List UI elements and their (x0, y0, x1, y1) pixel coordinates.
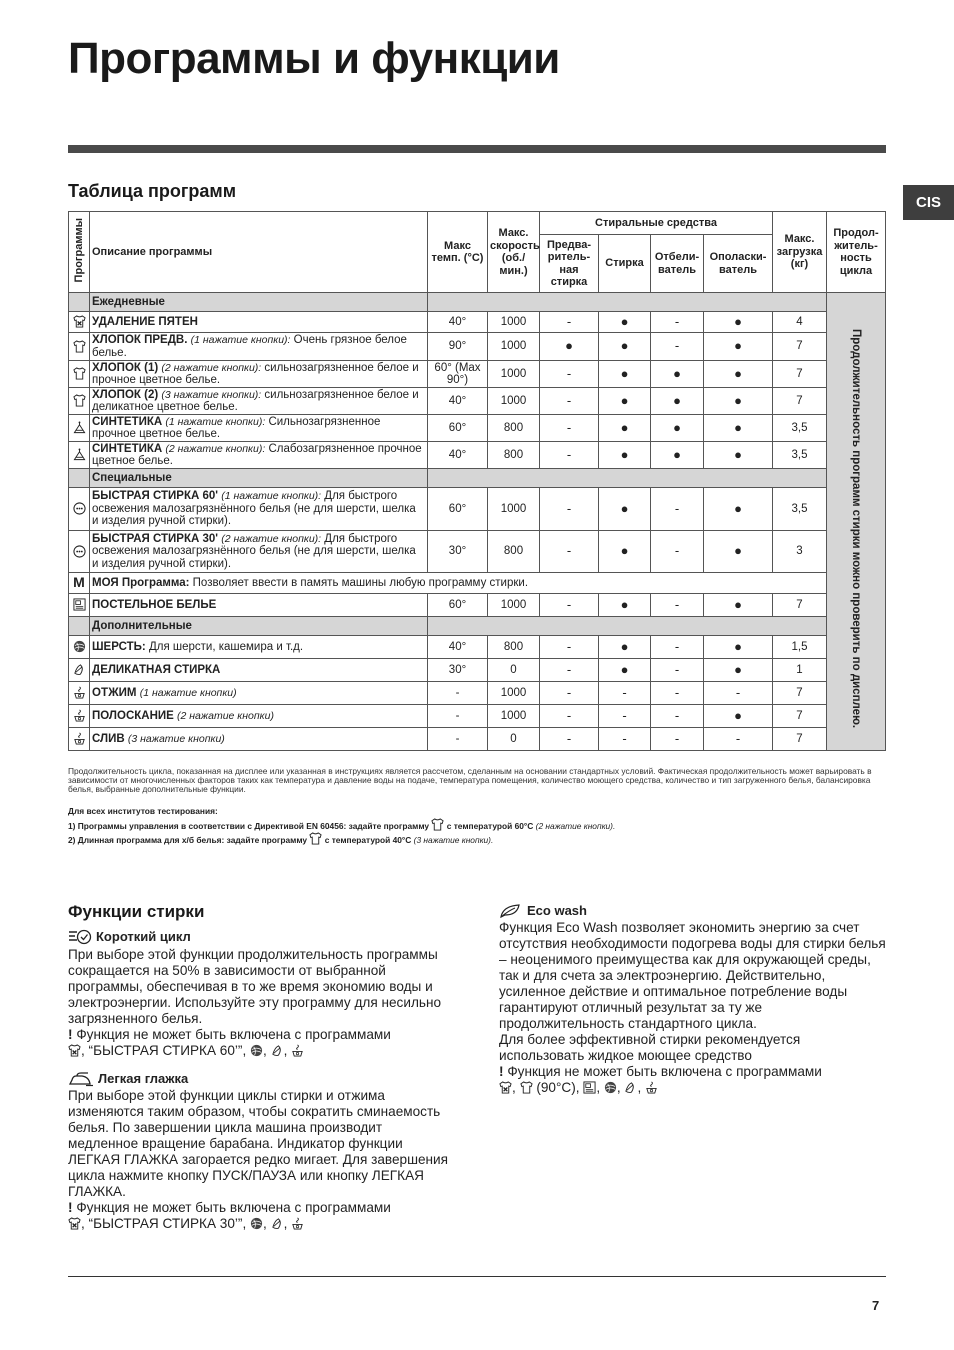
wash-cell: ● (599, 388, 651, 415)
cotton-icon (73, 340, 86, 353)
prewash-cell: - (540, 442, 599, 469)
delicate-icon (271, 1044, 284, 1057)
speed-cell: 0 (488, 659, 540, 682)
bleach-cell: - (651, 531, 704, 573)
temp-cell: 60° (428, 594, 488, 617)
speed-cell: 1000 (488, 705, 540, 728)
wash-cell: ● (599, 312, 651, 333)
table-row: УДАЛЕНИЕ ПЯТЕН 40° 1000 - ● - ● 4 (69, 312, 886, 333)
cotton-icon (73, 367, 86, 380)
load-cell: 7 (773, 333, 827, 361)
wash-cell: ● (599, 415, 651, 442)
cotton-icon (309, 832, 322, 845)
delicate-icon (624, 1081, 637, 1094)
temp-cell: 40° (428, 442, 488, 469)
table-row: ХЛОПОК ПРЕДВ. (1 нажатие кнопки): Очень грязное белое белье. 90° 1000 ● ● - ● 7 (69, 333, 886, 361)
bleach-cell: - (651, 333, 704, 361)
table-row: ХЛОПОК (1) (2 нажатие кнопки): сильнозагрязненное белое и прочное цветное белье. 60° (Max 90°) 1000 - ● ● ● 7 (69, 361, 886, 388)
spin-icon (73, 686, 86, 699)
table-footnote: Продолжительность цикла, показанная на дисплее или указанная в инструкциях является рассчетом, сделанным на основании стандартных условий. Фактическая продолжительность может варьировать в зависимости от многочисленных факторов таких как температура и давление воды на подаче, температура помещения, количество моющего средства, количество и тип загруженного белья, балансировка белья, выбранные дополнительные функции. (68, 766, 872, 795)
prewash-cell: ● (540, 333, 599, 361)
softener-cell: ● (704, 636, 773, 659)
softener-cell: ● (704, 361, 773, 388)
prewash-cell: - (540, 682, 599, 705)
quick-wash-icon (73, 545, 86, 558)
bleach-cell: ● (651, 442, 704, 469)
page-title: Программы и функции (68, 34, 560, 83)
iron-icon (68, 1071, 94, 1087)
temp-cell: - (428, 682, 488, 705)
load-cell: 1,5 (773, 636, 827, 659)
prewash-cell: - (540, 705, 599, 728)
temp-cell: 90° (428, 333, 488, 361)
wash-cell: ● (599, 488, 651, 531)
load-cell: 3 (773, 531, 827, 573)
speed-cell: 1000 (488, 388, 540, 415)
prewash-cell: - (540, 636, 599, 659)
cotton-icon (431, 818, 444, 831)
temp-cell: 60° (428, 488, 488, 531)
table-row: ХЛОПОК (2) (3 нажатие кнопки): сильнозагрязненное белое и деликатное цветное белье. 40° 1000 - ● ● ● 7 (69, 388, 886, 415)
wash-cell: ● (599, 594, 651, 617)
section-special: Специальные (69, 469, 886, 488)
section-daily: Ежедневные Продолжительность программ стирки можно проверить по дисплею. (69, 293, 886, 312)
wash-cell: - (599, 705, 651, 728)
bleach-cell: ● (651, 415, 704, 442)
temp-cell: - (428, 728, 488, 751)
prewash-cell: - (540, 415, 599, 442)
speed-cell: 800 (488, 531, 540, 573)
speed-cell: 1000 (488, 312, 540, 333)
temp-cell: - (428, 705, 488, 728)
load-cell: 3,5 (773, 442, 827, 469)
synthetic-icon (73, 421, 86, 434)
function-eco-wash: Eco wash Функция Eco Wash позволяет экономить энергию за счет отсутствия необходимости подогрева воды для стирки белья – неоценимого преимущества как для окружающей среды, так и для счета за электроэнергию. Действительно, усиленное действие и оптимальное потребление воды гарантируют отличный результат за ту же продолжительность стандартного цикла. Для более эффективной стирки рекомендуется использовать жидкое моющее средство ! Функция не может быть включена с программами , (90°C), , , , (499, 903, 886, 1095)
delicate-icon (73, 663, 86, 676)
softener-cell: ● (704, 333, 773, 361)
bleach-cell: - (651, 705, 704, 728)
header-prewash: Предва- ритель- ная стирка (540, 235, 599, 293)
bleach-cell: - (651, 728, 704, 751)
section-extra: Дополнительные (69, 617, 886, 636)
temp-cell: 60° (428, 415, 488, 442)
temp-cell: 40° (428, 388, 488, 415)
header-softener: Ополаски- ватель (704, 235, 773, 293)
stain-removal-icon (68, 1217, 81, 1230)
header-max-temp: Макс темп. (°C) (428, 212, 488, 293)
softener-cell: ● (704, 442, 773, 469)
speed-cell: 1000 (488, 361, 540, 388)
function-short-cycle: Короткий цикл При выборе этой функции продолжительность программы сокращается на 50% в зависимости от выбранной программы, обеспечивая в то же время экономию воды и электроэнергии. Используйте эту программу для несильно загрязненного белья. ! Функция не может быть включена с программами , “БЫСТРАЯ СТИРКА 60’”, , , (68, 929, 442, 1058)
header-description: Описание программы (90, 212, 428, 293)
wool-icon (604, 1081, 617, 1094)
load-cell: 7 (773, 705, 827, 728)
load-cell: 7 (773, 388, 827, 415)
stain-removal-icon (68, 1044, 81, 1057)
bleach-cell: ● (651, 388, 704, 415)
wash-cell: - (599, 728, 651, 751)
softener-cell: ● (704, 594, 773, 617)
wash-cell: ● (599, 442, 651, 469)
short-cycle-icon (68, 928, 92, 946)
load-cell: 7 (773, 361, 827, 388)
quick-wash-icon (73, 502, 86, 515)
bleach-cell: - (651, 659, 704, 682)
spin-icon (291, 1217, 304, 1230)
bleach-cell: - (651, 594, 704, 617)
prewash-cell: - (540, 312, 599, 333)
bedding-icon (583, 1081, 596, 1094)
softener-cell: ● (704, 415, 773, 442)
header-detergents: Стиральные средства (540, 212, 773, 235)
table-row: M МОЯ Программа: Позволяет ввести в память машины любую программу стирки. (69, 573, 886, 594)
table-row: ПОЛОСКАНИЕ (2 нажатие кнопки) - 1000 - - - ● 7 (69, 705, 886, 728)
footer-divider (68, 1276, 886, 1277)
spin-icon (73, 709, 86, 722)
my-program-icon: M (73, 573, 85, 590)
spin-icon (73, 732, 86, 745)
synthetic-icon (73, 448, 86, 461)
speed-cell: 1000 (488, 488, 540, 531)
softener-cell: - (704, 682, 773, 705)
table-row: СЛИВ (3 нажатие кнопки) - 0 - - - - 7 (69, 728, 886, 751)
prewash-cell: - (540, 488, 599, 531)
bleach-cell: - (651, 682, 704, 705)
table-row: СИНТЕТИКА (1 нажатие кнопки): Сильнозагрязненное прочное цветное белье. 60° 800 - ● ● ● 3,5 (69, 415, 886, 442)
wash-cell: ● (599, 531, 651, 573)
table-row: ОТЖИМ (1 нажатие кнопки) - 1000 - - - - 7 (69, 682, 886, 705)
header-max-speed: Макс. скорость (об./ мин.) (488, 212, 540, 293)
wash-cell: ● (599, 361, 651, 388)
load-cell: 4 (773, 312, 827, 333)
speed-cell: 1000 (488, 594, 540, 617)
stain-removal-icon (499, 1081, 512, 1094)
title-divider-bar (68, 145, 886, 153)
speed-cell: 1000 (488, 333, 540, 361)
wash-cell: ● (599, 636, 651, 659)
cotton-icon (520, 1081, 533, 1094)
bleach-cell: - (651, 636, 704, 659)
softener-cell: ● (704, 312, 773, 333)
load-cell: 7 (773, 728, 827, 751)
programs-table (68, 211, 886, 751)
prewash-cell: - (540, 659, 599, 682)
functions-heading: Функции стирки (68, 902, 205, 921)
softener-cell: - (704, 728, 773, 751)
softener-cell: ● (704, 488, 773, 531)
table-row: СИНТЕТИКА (2 нажатие кнопки): Слабозагрязненное прочное цветное белье. 40° 800 - ● ● ● 3,5 (69, 442, 886, 469)
speed-cell: 800 (488, 442, 540, 469)
softener-cell: ● (704, 388, 773, 415)
speed-cell: 0 (488, 728, 540, 751)
spin-icon (291, 1044, 304, 1057)
wool-icon (250, 1044, 263, 1057)
temp-cell: 60° (Max 90°) (428, 361, 488, 388)
bleach-cell: - (651, 488, 704, 531)
testing-notes: Для всех институтов тестирования: 1) Программы управления в соответствии с Директивой EN 60456: задайте программу с температурой 60°C (2 нажатие кнопки). 2) Длинная программа для х/б белья: задайте программу с температурой 40°C (3 нажатие кнопки). (68, 806, 616, 845)
table-row: БЫСТРАЯ СТИРКА 60' (1 нажатие кнопки): Для быстрого освежения малозагрязнённого белья (не для шерсти, шелка и изделия ручной стирки). 60° 1000 - ● - ● 3,5 (69, 488, 886, 531)
prewash-cell: - (540, 531, 599, 573)
load-cell: 1 (773, 659, 827, 682)
load-cell: 7 (773, 594, 827, 617)
speed-cell: 1000 (488, 682, 540, 705)
wash-cell: - (599, 682, 651, 705)
wool-icon (73, 640, 86, 653)
function-easy-iron: Легкая глажка При выборе этой функции циклы стирки и отжима изменяются таким образом, чтобы сократить сминаемость белья. По завершении цикла машина производит медленное вращение барабана. Индикатор функции ЛЕГКАЯ ГЛАЖКА загорается редко мигает. Для завершения цикла нажмите кнопку ПУСК/ПАУЗА или кнопку ЛЕГКАЯ ГЛАЖКА. ! Функция не может быть включена с программами , “БЫСТРАЯ СТИРКА 30’”, , , (68, 1071, 448, 1231)
cotton-icon (73, 394, 86, 407)
temp-cell: 40° (428, 636, 488, 659)
wash-cell: ● (599, 333, 651, 361)
temp-cell: 30° (428, 659, 488, 682)
load-cell: 3,5 (773, 415, 827, 442)
wool-icon (250, 1217, 263, 1230)
delicate-icon (271, 1217, 284, 1230)
header-bleach: Отбели- ватель (651, 235, 704, 293)
bedding-icon (73, 598, 86, 611)
softener-cell: ● (704, 659, 773, 682)
prewash-cell: - (540, 594, 599, 617)
table-row: ДЕЛИКАТНАЯ СТИРКА 30° 0 - ● - ● 1 (69, 659, 886, 682)
header-wash: Стирка (599, 235, 651, 293)
table-row: ПОСТЕЛЬНОЕ БЕЛЬЕ 60° 1000 - ● - ● 7 (69, 594, 886, 617)
table-heading: Таблица программ (68, 181, 237, 201)
header-programs: Программы (69, 212, 90, 293)
prewash-cell: - (540, 361, 599, 388)
load-cell: 3,5 (773, 488, 827, 531)
wash-cell: ● (599, 659, 651, 682)
language-tab: CIS (903, 185, 954, 220)
softener-cell: ● (704, 531, 773, 573)
header-duration: Продол- житель- ность цикла (827, 212, 886, 293)
temp-cell: 30° (428, 531, 488, 573)
table-row: БЫСТРАЯ СТИРКА 30' (2 нажатие кнопки): Для быстрого освежения малозагрязнённого белья (не для шерсти, шелка и изделия ручной стирки). 30° 800 - ● - ● 3 (69, 531, 886, 573)
eco-leaf-icon (499, 903, 523, 919)
page-number: 7 (872, 1298, 880, 1313)
spin-icon (645, 1081, 658, 1094)
table-row: ШЕРСТЬ: Для шерсти, кашемира и т.д. 40° 800 - ● - ● 1,5 (69, 636, 886, 659)
temp-cell: 40° (428, 312, 488, 333)
duration-note-cell: Продолжительность программ стирки можно проверить по дисплею. (827, 293, 886, 751)
softener-cell: ● (704, 705, 773, 728)
prewash-cell: - (540, 388, 599, 415)
load-cell: 7 (773, 682, 827, 705)
header-max-load: Макс. загрузка (кг) (773, 212, 827, 293)
speed-cell: 800 (488, 636, 540, 659)
bleach-cell: - (651, 312, 704, 333)
stain-removal-icon (73, 315, 86, 328)
speed-cell: 800 (488, 415, 540, 442)
bleach-cell: ● (651, 361, 704, 388)
prewash-cell: - (540, 728, 599, 751)
